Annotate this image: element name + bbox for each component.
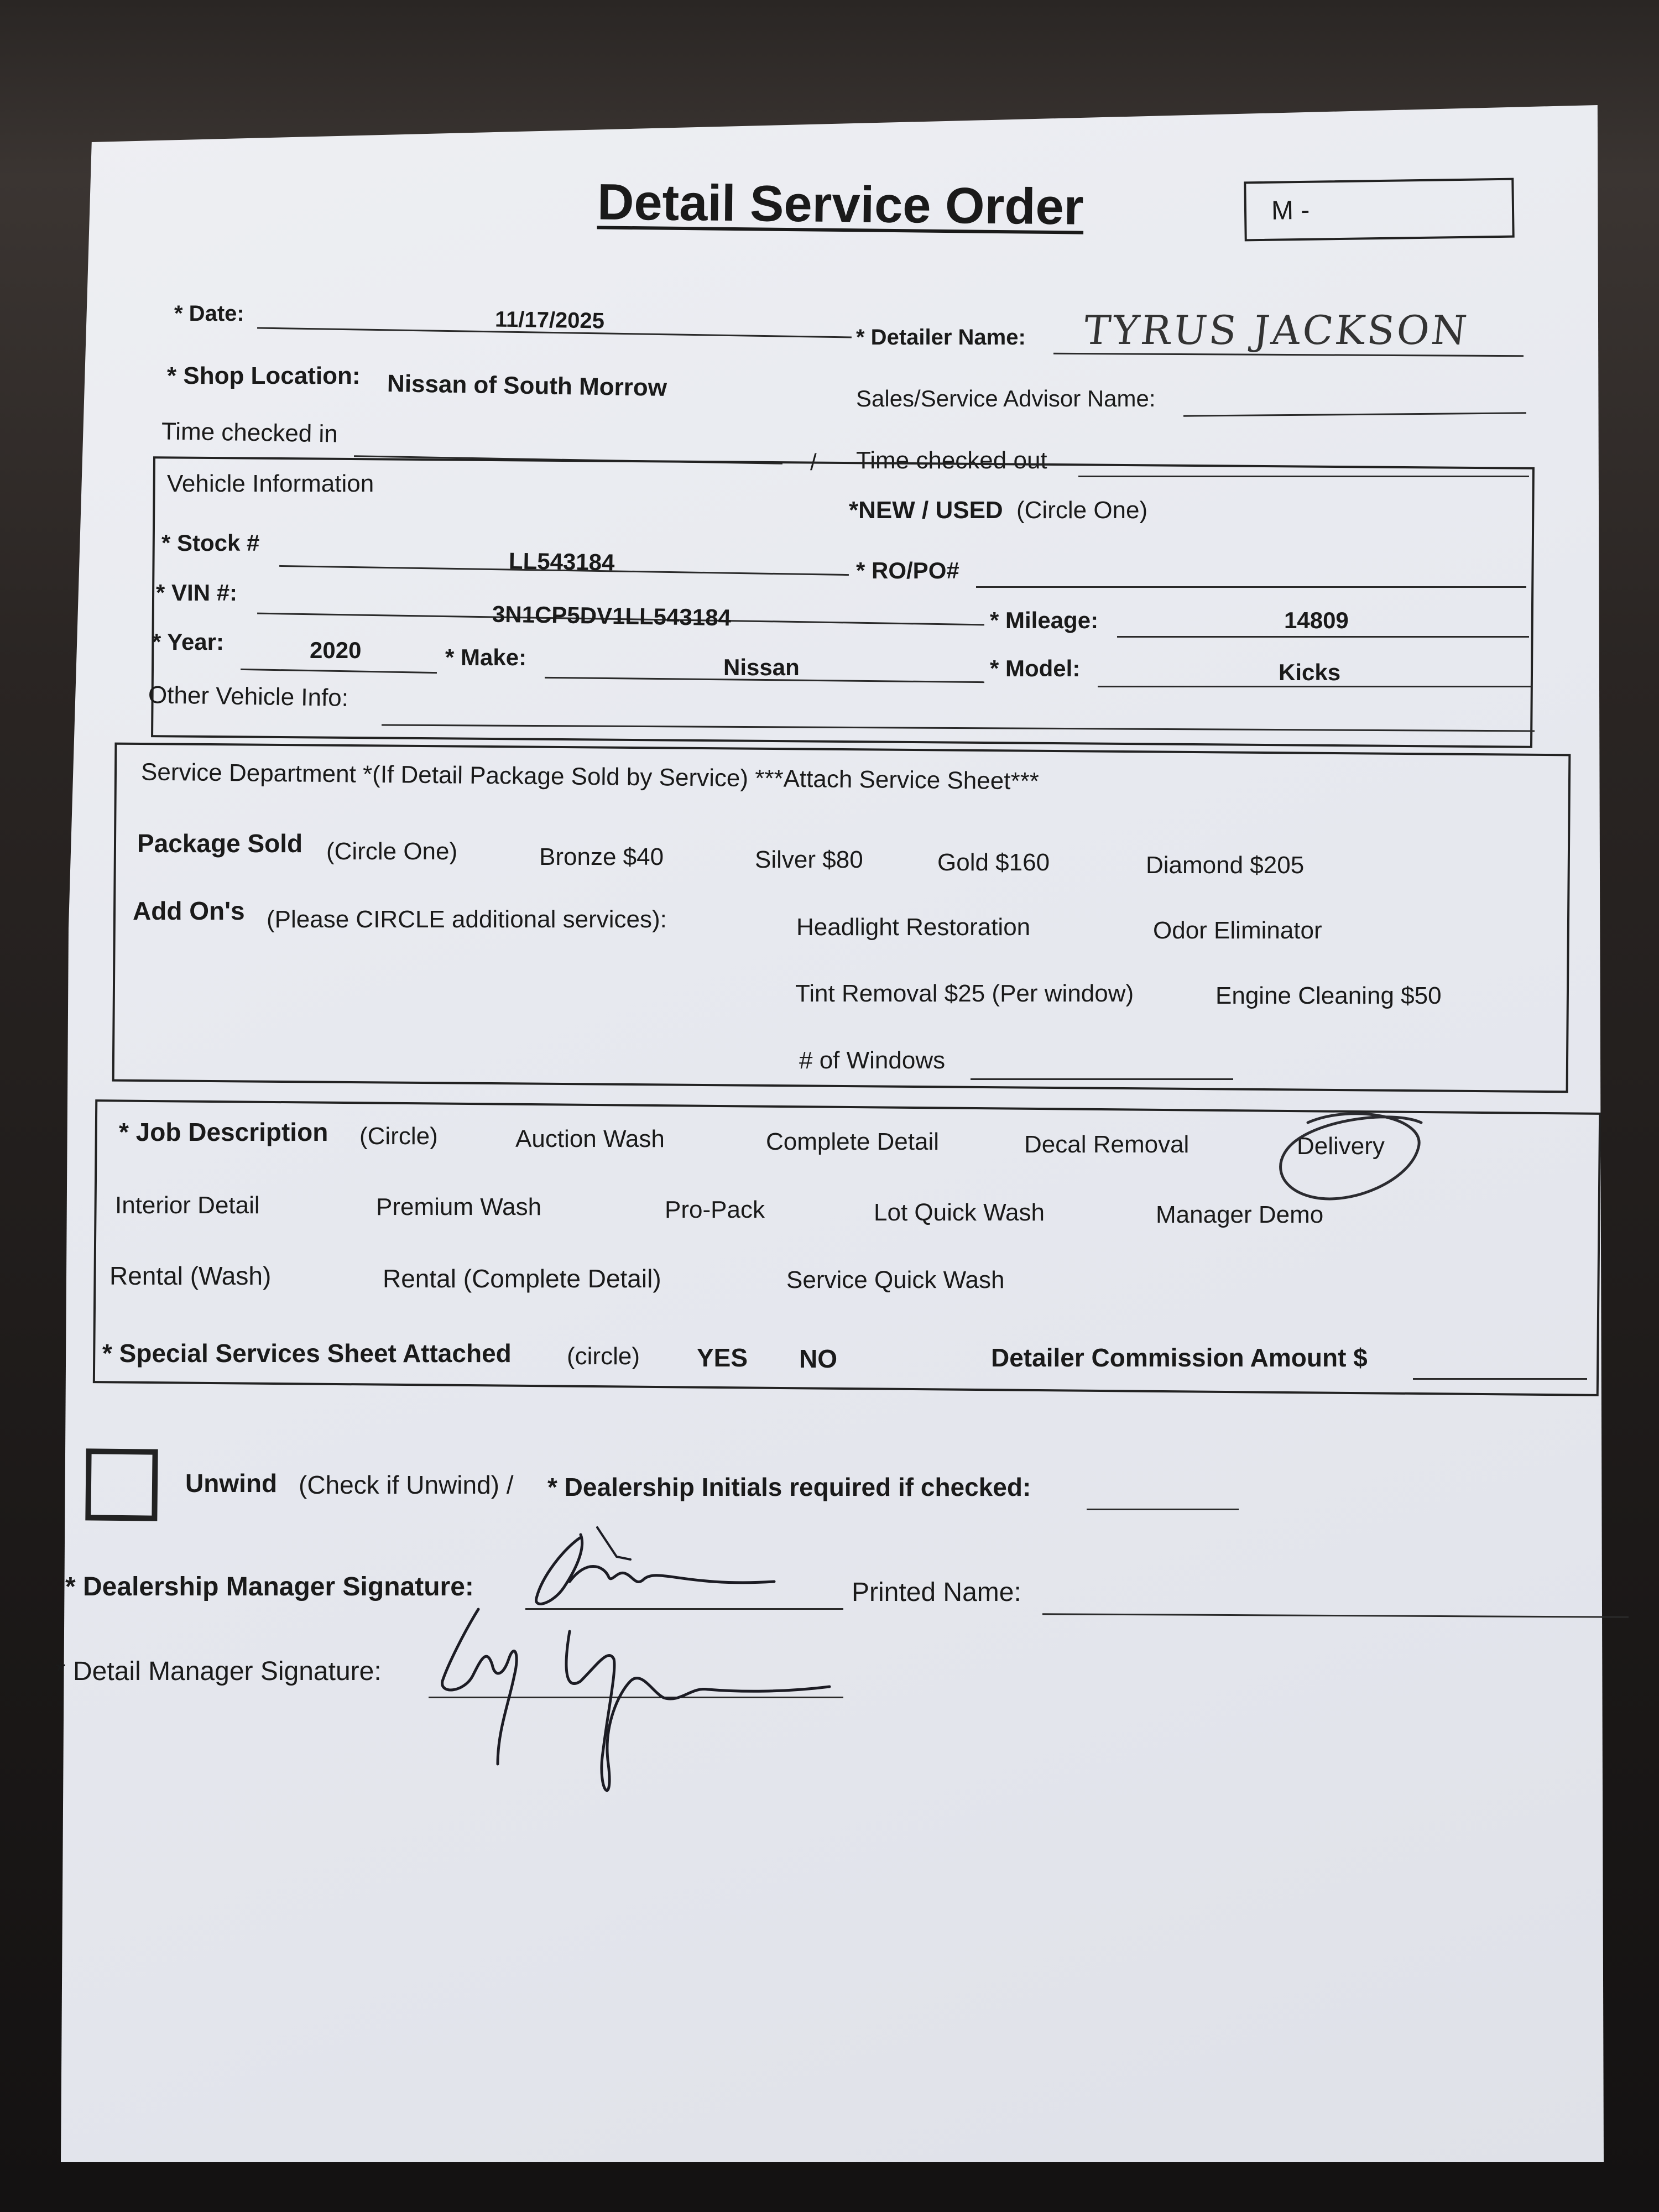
addon-tint-removal[interactable]: Tint Removal $25 (Per window) [795,980,1134,1007]
make-value: Nissan [723,654,800,680]
date-value: 11/17/2025 [494,307,605,333]
detail-manager-signature-label: * Detail Manager Signature: [55,1657,382,1686]
job-manager-demo[interactable]: Manager Demo [1156,1201,1324,1228]
detailer-name-handwritten: TYRUS JACKSON [1081,307,1472,353]
package-silver[interactable]: Silver $80 [755,846,863,873]
windows-count-label: # of Windows [799,1047,946,1074]
make-label: * Make: [445,644,527,670]
job-premium-wash[interactable]: Premium Wash [376,1193,542,1220]
vin-label: * VIN #: [156,580,238,606]
special-services-no[interactable]: NO [799,1344,837,1373]
stock-label: * Stock # [161,530,260,556]
form-title: Detail Service Order [597,174,1084,236]
windows-count-line[interactable] [971,1078,1233,1080]
model-label: * Model: [990,655,1081,681]
vehicle-info-section [151,456,1535,748]
commission-label: Detailer Commission Amount $ [991,1343,1368,1372]
date-label: * Date: [174,301,244,326]
unwind-label: Unwind [185,1469,278,1498]
year-label: * Year: [152,629,224,655]
job-pro-pack[interactable]: Pro-Pack [665,1196,765,1223]
detail-manager-signature-mark [431,1598,841,1808]
other-info-label: Other Vehicle Info: [148,681,349,712]
service-department-heading: Service Department *(If Detail Package Sold by Service) ***Attach Service Sheet*** [140,758,1040,795]
detailer-name-label: * Detailer Name: [856,325,1026,349]
job-description-label: * Job Description [119,1118,328,1146]
order-number-box[interactable] [1244,178,1514,242]
job-complete-detail[interactable]: Complete Detail [766,1128,940,1155]
job-rental-complete-detail[interactable]: Rental (Complete Detail) [383,1264,661,1293]
time-out-label: Time checked out [856,447,1047,474]
dealership-initials-line[interactable] [1087,1509,1239,1510]
time-in-label: Time checked in [161,418,338,448]
vin-value: 3N1CP5DV1LL543184 [492,601,732,631]
advisor-name-label: Sales/Service Advisor Name: [856,385,1156,411]
delivery-circle-mark [1269,1106,1435,1217]
addon-odor-eliminator[interactable]: Odor Eliminator [1153,917,1322,944]
stock-value: LL543184 [508,547,615,576]
addon-headlight-restoration[interactable]: Headlight Restoration [796,914,1031,941]
ro-po-line[interactable] [976,586,1526,588]
job-service-quick-wash[interactable]: Service Quick Wash [786,1266,1005,1293]
commission-line[interactable] [1413,1378,1587,1380]
model-line[interactable] [1098,686,1532,687]
shop-location-label: * Shop Location: [167,362,361,389]
new-used-hint: (Circle One) [1016,497,1148,524]
special-services-yes[interactable]: YES [697,1343,748,1372]
dealership-initials-label: * Dealership Initials required if checked: [547,1473,1031,1501]
special-services-hint: (circle) [567,1343,640,1370]
job-rental-wash[interactable]: Rental (Wash) [109,1261,272,1290]
package-sold-label: Package Sold [137,829,303,858]
package-gold[interactable]: Gold $160 [937,849,1050,876]
job-decal-removal[interactable]: Decal Removal [1024,1131,1190,1158]
dealership-manager-signature-label: * Dealership Manager Signature: [65,1572,474,1601]
job-lot-quick-wash[interactable]: Lot Quick Wash [874,1199,1045,1226]
year-value: 2020 [310,637,362,663]
job-interior-detail[interactable]: Interior Detail [115,1192,260,1219]
addons-label: Add On's [133,896,245,925]
mileage-label: * Mileage: [990,607,1099,633]
package-diamond[interactable]: Diamond $205 [1146,852,1305,879]
unwind-hint: (Check if Unwind) / [299,1470,514,1499]
addons-hint: (Please CIRCLE additional services): [267,906,667,933]
package-sold-hint: (Circle One) [326,838,458,865]
time-slash: / [810,449,817,475]
printed-name-label: Printed Name: [852,1578,1021,1607]
unwind-checkbox[interactable] [85,1448,158,1521]
new-used-label[interactable]: *NEW / USED [849,497,1003,524]
special-services-label: * Special Services Sheet Attached [102,1339,512,1368]
shop-location-value: Nissan of South Morrow [387,370,667,401]
ro-po-label: * RO/PO# [856,557,959,583]
package-bronze[interactable]: Bronze $40 [539,843,664,870]
order-number-prefix: M - [1271,195,1310,226]
model-value: Kicks [1279,659,1341,685]
job-description-hint: (Circle) [359,1123,438,1150]
vehicle-info-heading: Vehicle Information [167,470,374,497]
mileage-value: 14809 [1284,607,1349,633]
addon-engine-cleaning[interactable]: Engine Cleaning $50 [1215,982,1442,1009]
job-delivery[interactable]: Delivery [1297,1133,1385,1160]
job-auction-wash[interactable]: Auction Wash [515,1125,665,1152]
mileage-line[interactable] [1117,636,1529,638]
